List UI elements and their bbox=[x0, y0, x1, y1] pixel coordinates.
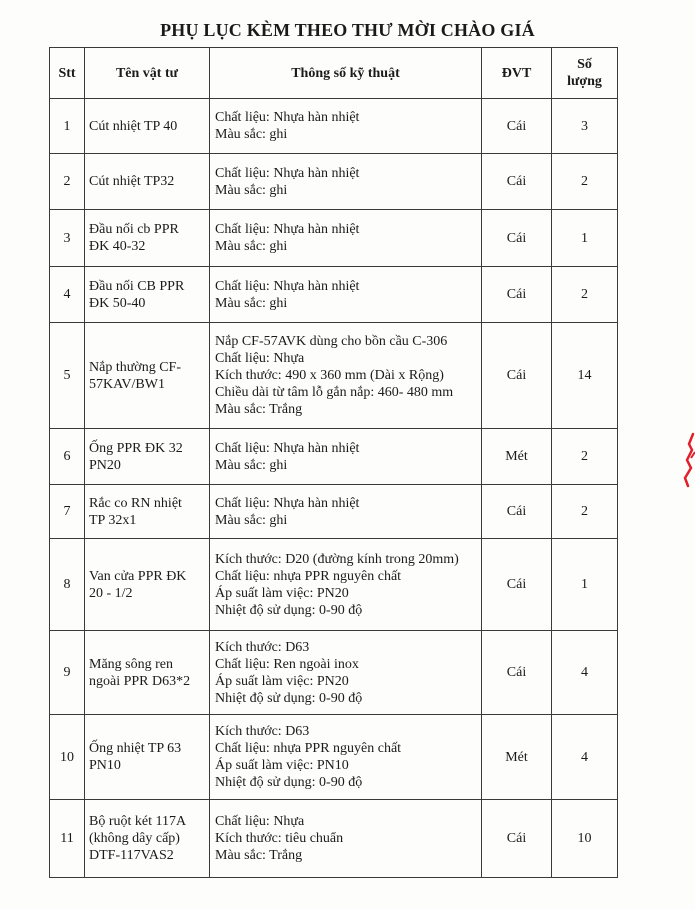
header-stt: Stt bbox=[50, 48, 85, 99]
header-spec: Thông số kỹ thuật bbox=[210, 48, 482, 99]
table-row bbox=[50, 267, 618, 323]
name-line: 20 - 1/2 bbox=[89, 585, 133, 601]
cell-stt: 9 bbox=[50, 631, 85, 715]
cell-stt: 4 bbox=[50, 267, 85, 323]
name-line: Măng sông ren bbox=[89, 656, 173, 672]
cell-stt: 2 bbox=[50, 154, 85, 210]
spec-line: Áp suất làm việc: PN20 bbox=[215, 673, 349, 689]
cell-name bbox=[85, 323, 210, 429]
name-line: Rắc co RN nhiệt bbox=[89, 495, 182, 511]
spec-line: Màu sắc: ghi bbox=[215, 127, 288, 142]
cell-name bbox=[85, 800, 210, 878]
name-line: Bộ ruột két 117A bbox=[89, 814, 187, 829]
cell-unit: Mét bbox=[482, 429, 552, 485]
spec-line: Chất liệu: Nhựa hàn nhiệt bbox=[215, 440, 360, 456]
spec-line: Kích thước: tiêu chuẩn bbox=[215, 831, 344, 846]
header-name: Tên vật tư bbox=[85, 48, 210, 99]
header-qty-line1: Số bbox=[577, 57, 592, 72]
cell-unit: Cái bbox=[482, 210, 552, 267]
cell-unit: Cái bbox=[482, 323, 552, 429]
spec-line: Chất liệu: Nhựa hàn nhiệt bbox=[215, 278, 360, 294]
cell-name bbox=[85, 99, 210, 154]
cell-stt: 5 bbox=[50, 323, 85, 429]
cell-spec bbox=[210, 323, 482, 429]
spec-line: Màu sắc: Trắng bbox=[215, 848, 303, 863]
cell-qty: 2 bbox=[552, 429, 618, 485]
header-qty-line2: lượng bbox=[567, 74, 602, 89]
name-line: Ống PPR ĐK 32 bbox=[89, 440, 183, 456]
table-row bbox=[50, 800, 618, 878]
spec-line: Nắp CF-57AVK dùng cho bồn cầu C-306 bbox=[215, 334, 448, 349]
name-line: Cút nhiệt TP 40 bbox=[89, 118, 178, 134]
spec-line: Áp suất làm việc: PN20 bbox=[215, 585, 349, 601]
cell-spec bbox=[210, 800, 482, 878]
cell-stt: 1 bbox=[50, 99, 85, 154]
spec-line: Nhiệt độ sử dụng: 0-90 độ bbox=[215, 690, 363, 706]
cell-name bbox=[85, 154, 210, 210]
spec-line: Chất liệu: nhựa PPR nguyên chất bbox=[215, 741, 402, 756]
table-row bbox=[50, 99, 618, 154]
name-line: Cút nhiệt TP32 bbox=[89, 174, 175, 189]
spec-line: Chất liệu: Ren ngoài inox bbox=[215, 656, 359, 672]
table-row bbox=[50, 539, 618, 631]
cell-qty: 1 bbox=[552, 210, 618, 267]
spec-line: Chất liệu: Nhựa hàn nhiệt bbox=[215, 110, 360, 125]
table-header-row bbox=[50, 48, 618, 99]
spec-line: Chất liệu: Nhựa hàn nhiệt bbox=[215, 495, 360, 511]
spec-line: Nhiệt độ sử dụng: 0-90 độ bbox=[215, 602, 363, 618]
name-line: Nắp thường CF- bbox=[89, 359, 181, 375]
cell-qty: 2 bbox=[552, 267, 618, 323]
spec-line: Chất liệu: Nhựa bbox=[215, 351, 305, 366]
cell-stt: 11 bbox=[50, 800, 85, 878]
name-line: 57KAV/BW1 bbox=[89, 376, 165, 392]
spec-line: Màu sắc: ghi bbox=[215, 182, 288, 198]
cell-qty: 3 bbox=[552, 99, 618, 154]
spec-line: Chiều dài từ tâm lỗ gắn nắp: 460- 480 mm bbox=[215, 385, 454, 400]
name-line: PN10 bbox=[89, 758, 121, 773]
cell-unit: Cái bbox=[482, 99, 552, 154]
table-row bbox=[50, 429, 618, 485]
cell-spec bbox=[210, 631, 482, 715]
cell-qty: 1 bbox=[552, 539, 618, 631]
table-row bbox=[50, 631, 618, 715]
spec-line: Chất liệu: Nhựa hàn nhiệt bbox=[215, 222, 360, 237]
cell-qty: 10 bbox=[552, 800, 618, 878]
cell-name bbox=[85, 631, 210, 715]
cell-qty: 4 bbox=[552, 631, 618, 715]
red-stamp-edge bbox=[679, 430, 695, 490]
name-line: Đầu nối CB PPR bbox=[89, 278, 185, 294]
cell-qty: 2 bbox=[552, 485, 618, 539]
spec-line: Kích thước: D63 bbox=[215, 639, 310, 655]
name-line: Van cửa PPR ĐK bbox=[89, 568, 187, 584]
cell-unit: Cái bbox=[482, 539, 552, 631]
name-line: Ống nhiệt TP 63 bbox=[89, 741, 182, 756]
cell-stt: 10 bbox=[50, 715, 85, 800]
name-line: (không dây cấp) bbox=[89, 831, 180, 846]
cell-spec bbox=[210, 539, 482, 631]
cell-spec bbox=[210, 267, 482, 323]
table-row bbox=[50, 715, 618, 800]
spec-line: Màu sắc: ghi bbox=[215, 457, 288, 473]
cell-spec bbox=[210, 715, 482, 800]
cell-qty: 14 bbox=[552, 323, 618, 429]
cell-spec bbox=[210, 429, 482, 485]
cell-stt: 7 bbox=[50, 485, 85, 539]
table-row bbox=[50, 485, 618, 539]
spec-line: Màu sắc: ghi bbox=[215, 295, 288, 311]
cell-stt: 8 bbox=[50, 539, 85, 631]
cell-name bbox=[85, 539, 210, 631]
spec-line: Chất liệu: nhựa PPR nguyên chất bbox=[215, 568, 402, 584]
cell-spec bbox=[210, 210, 482, 267]
name-line: ĐK 50-40 bbox=[89, 295, 146, 311]
cell-name bbox=[85, 210, 210, 267]
cell-stt: 3 bbox=[50, 210, 85, 267]
name-line: DTF-117VAS2 bbox=[89, 848, 174, 863]
cell-name bbox=[85, 485, 210, 539]
cell-unit: Cái bbox=[482, 267, 552, 323]
spec-line: Màu sắc: Trắng bbox=[215, 402, 303, 417]
materials-table bbox=[49, 47, 618, 878]
table-body bbox=[50, 99, 618, 878]
cell-unit: Cái bbox=[482, 154, 552, 210]
cell-spec bbox=[210, 154, 482, 210]
table-row bbox=[50, 210, 618, 267]
cell-name bbox=[85, 715, 210, 800]
name-line: PN20 bbox=[89, 457, 121, 473]
spec-line: Màu sắc: ghi bbox=[215, 239, 288, 254]
cell-qty: 2 bbox=[552, 154, 618, 210]
cell-spec bbox=[210, 99, 482, 154]
cell-unit: Mét bbox=[482, 715, 552, 800]
header-unit: ĐVT bbox=[482, 48, 552, 99]
spec-line: Chất liệu: Nhựa bbox=[215, 814, 305, 829]
cell-unit: Cái bbox=[482, 631, 552, 715]
spec-line: Áp suất làm việc: PN10 bbox=[215, 758, 349, 773]
name-line: ngoài PPR D63*2 bbox=[89, 673, 191, 689]
spec-line: Chất liệu: Nhựa hàn nhiệt bbox=[215, 165, 360, 181]
table-row bbox=[50, 323, 618, 429]
name-line: ĐK 40-32 bbox=[89, 239, 146, 254]
page-title: PHỤ LỤC KÈM THEO THƯ MỜI CHÀO GIÁ bbox=[160, 20, 535, 40]
cell-name bbox=[85, 267, 210, 323]
spec-line: Màu sắc: ghi bbox=[215, 512, 288, 528]
cell-unit: Cái bbox=[482, 485, 552, 539]
cell-unit: Cái bbox=[482, 800, 552, 878]
name-line: Đầu nối cb PPR bbox=[89, 222, 179, 237]
cell-qty: 4 bbox=[552, 715, 618, 800]
spec-line: Kích thước: 490 x 360 mm (Dài x Rộng) bbox=[215, 368, 444, 383]
table-row bbox=[50, 154, 618, 210]
header-qty bbox=[552, 48, 618, 99]
cell-name bbox=[85, 429, 210, 485]
cell-spec bbox=[210, 485, 482, 539]
spec-line: Kích thước: D20 (đường kính trong 20mm) bbox=[215, 551, 459, 567]
spec-line: Kích thước: D63 bbox=[215, 724, 310, 739]
cell-stt: 6 bbox=[50, 429, 85, 485]
name-line: TP 32x1 bbox=[89, 512, 137, 528]
spec-line: Nhiệt độ sử dụng: 0-90 độ bbox=[215, 775, 363, 790]
